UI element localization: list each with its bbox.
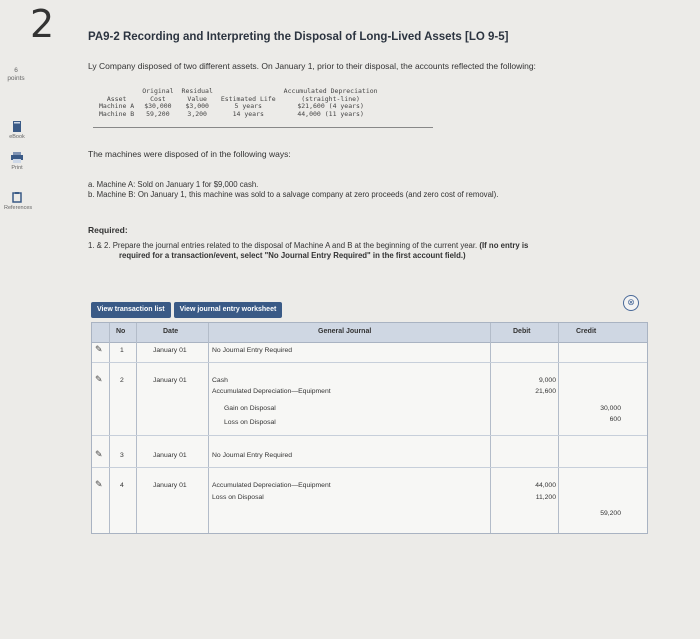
asset-row-machine-b [95,111,382,119]
references-link[interactable] [4,192,33,211]
debit-amount: 44,000 [535,482,556,489]
account-name: Accumulated Depreciation—Equipment [212,388,331,395]
points-value: 6 [14,67,18,74]
edit-pencil-icon[interactable]: ✎ [95,344,103,354]
close-icon[interactable]: ⊗ [623,295,639,311]
col-general-journal: General Journal [318,328,372,335]
asset-life: 5 years [234,102,262,110]
print-link[interactable] [4,152,30,171]
debit-amount: 11,200 [535,494,556,501]
credit-amount: 59,200 [600,510,621,517]
required-label: Required: [88,225,128,235]
header-accumulated: Accumulated Depreciation [283,87,378,95]
required-note-2: required for a transaction/event, select "No Journal Entry Required" in the first account field.) [119,251,466,260]
question-title: PA9-2 Recording and Interpreting the Disposal of Long-Lived Assets [LO 9-5] [88,31,509,43]
asset-name: Machine A [99,102,135,110]
asset-accum: 44,000 (11 years) [297,109,364,118]
entry-date: January 01 [153,377,187,384]
disposal-a: a. Machine A: Sold on January 1 for $9,000 cash. [88,180,259,189]
book-icon [12,121,22,132]
required-text [88,241,528,250]
edit-pencil-icon[interactable]: ✎ [95,449,103,459]
debit-amount: 21,600 [535,388,556,395]
divider [109,323,110,533]
ebook-label: eBook [9,134,25,140]
entry-no: 4 [120,482,124,489]
print-icon [11,152,23,163]
asset-accum: $21,600 (4 years) [297,102,364,110]
journal-header [92,323,647,343]
asset-residual: $3,000 [185,102,209,110]
account-name: Gain on Disposal [224,405,276,412]
col-no: No [116,328,126,335]
header-asset: Asset [106,94,127,103]
divider [558,323,559,533]
view-journal-worksheet-button[interactable]: View journal entry worksheet [174,302,283,318]
table-divider [93,127,433,128]
points-label: points [7,75,25,82]
divider [136,323,137,533]
asset-cost: 59,200 [146,109,170,118]
ebook-link[interactable] [4,121,30,140]
header-cost: Cost [150,94,166,103]
points-info [6,67,26,83]
required-note-1: (If no entry is [479,241,529,250]
col-credit: Credit [576,328,597,335]
account-name: Loss on Disposal [212,494,264,501]
header-method: (straight-line) [301,94,360,103]
print-label: Print [11,165,23,171]
intro-text: Ly Company disposed of two different assets. On January 1, prior to their disposal, the accounts reflected the following: [88,61,536,71]
disposal-b: b. Machine B: On January 1, this machine was sold to a salvage company at zero proceeds (and zero cost of removal). [88,190,499,199]
asset-table [95,88,382,118]
entry-date: January 01 [153,482,187,489]
row-separator [92,435,647,436]
credit-amount: 30,000 [600,405,621,412]
header-residual: Residual [181,87,213,95]
account-name: Cash [212,377,228,384]
row-separator [92,467,647,468]
asset-life: 14 years [232,109,264,118]
divider [208,323,209,533]
account-name: No Journal Entry Required [212,452,293,459]
asset-residual: 3,200 [187,109,207,118]
header-estimated-life: Estimated Life [220,94,276,103]
entry-no: 1 [120,347,124,354]
header-original: Original [142,87,174,95]
row-separator [92,362,647,363]
col-debit: Debit [513,328,531,335]
account-name: No Journal Entry Required [212,347,293,354]
entry-date: January 01 [153,347,187,354]
view-transaction-list-button[interactable]: View transaction list [91,302,171,318]
entry-no: 2 [120,377,124,384]
asset-cost: $30,000 [144,102,172,110]
required-instruction: 1. & 2. Prepare the journal entries related to the disposal of Machine A and B at the beginning of the current year. [88,241,478,250]
references-icon [12,192,22,203]
account-name: Accumulated Depreciation—Equipment [212,482,331,489]
account-name: Loss on Disposal [224,419,276,426]
worksheet-tabs [91,298,285,318]
references-label: References [4,205,33,211]
asset-name: Machine B [99,109,135,118]
edit-pencil-icon[interactable]: ✎ [95,374,103,384]
credit-amount: 600 [609,416,621,423]
col-date: Date [163,328,179,335]
question-number: 2 [30,2,55,46]
divider [490,323,491,533]
edit-pencil-icon[interactable]: ✎ [95,479,103,489]
header-value: Value [187,94,207,103]
debit-amount: 9,000 [538,377,556,384]
disposal-intro: The machines were disposed of in the following ways: [88,149,291,159]
journal-table [91,322,648,534]
entry-no: 3 [120,452,124,459]
entry-date: January 01 [153,452,187,459]
